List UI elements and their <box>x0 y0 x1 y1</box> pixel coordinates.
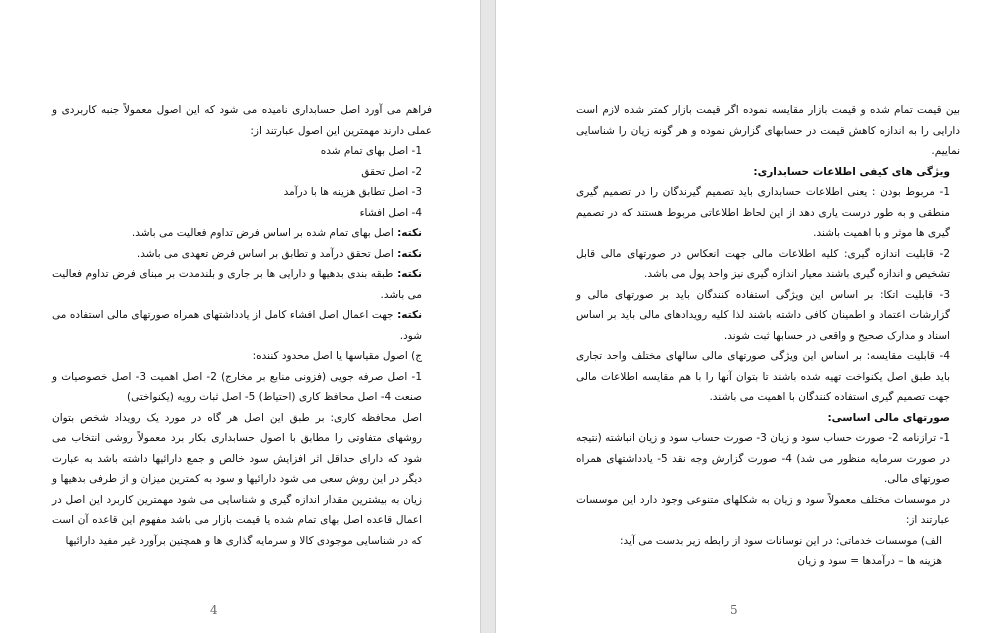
paragraph: 3- قابلیت اتکا: بر اساس این ویژگی استفاده کنندگان باید بر صورتهای مالی و گزارشات اعتماد و اطمینان کافی داشته باشند لذا کلیه رویدادهای مالی باید بر اساس اسناد و مدارک صحیح و واقعی در حسابها ثبت شوند. <box>576 288 950 342</box>
note-text: اصل تحقق درآمد و تطابق بر اساس فرض تعهدی می باشد. <box>136 247 394 260</box>
list-item: 4- اصل افشاء <box>359 206 422 219</box>
page-body <box>576 100 960 572</box>
note-label: نکته: <box>397 227 422 239</box>
document-page-right <box>496 0 992 633</box>
note-label: نکته: <box>397 247 422 260</box>
page-number: 5 <box>730 603 738 617</box>
paragraph: 2- قابلیت اندازه گیری: کلیه اطلاعات مالی جهت انعکاس در صورتهای مالی قابل تشخیص و اندازه گیری باشند معیار اندازه گیری نیز واحد پول می باشد. <box>576 247 950 280</box>
note-text: طبقه بندی بدهیها و دارایی ها بر جاری و بلندمدت بر مبنای فرض تداوم فعالیت می باشد. <box>52 268 422 301</box>
document-page-left <box>0 0 480 633</box>
paragraph: اصل محافظه کاری: بر طبق این اصل هر گاه در مورد یک رویداد شخص بتوان روشهای متفاوتی را مطابق با اصول حسابداری بکار برد معمولاً روشی انتخاب می شود که دارای حداقل اثر افزایش سود خالص و جمع دارائیها داشته باشد به عبارت دیگر در این روش سعی می شود دارائیها و سود به کمترین میزان و از طرفی بدهیها و زیان به بیشترین مقدار اندازه گیری و شناسایی می شود مهمترین کاربرد این اصل در اعمال قاعده اصل بهای تمام شده یا قیمت بازار می باشد مفهوم این قاعده آن است که در شناسایی موجودی کالا و سرمایه گذاری ها و همچنین برآورد غیر مفید دارائیها <box>52 411 422 547</box>
section-heading: ویژگی های کیفی اطلاعات حسابداری: <box>753 165 950 178</box>
note-text: جهت اعمال اصل افشاء کامل از یادداشتهای همراه صورتهای مالی استفاده می شود. <box>52 309 422 342</box>
page-body <box>52 100 432 551</box>
page-number: 4 <box>210 603 218 617</box>
note-text: اصل بهای تمام شده بر اساس فرض تداوم فعالیت می باشد. <box>131 227 394 239</box>
list-item: 1- اصل بهای تمام شده <box>320 145 422 157</box>
formula: هزینه ها – درآمدها = سود و زیان <box>797 555 942 567</box>
page-gutter <box>480 0 496 633</box>
note-label: نکته: <box>397 268 422 280</box>
paragraph: الف) موسسات خدماتی: در این نوسانات سود از رابطه زیر بدست می آید: <box>619 534 942 547</box>
paragraph: 1- ترازنامه 2- صورت حساب سود و زیان 3- صورت حساب سود و زیان انباشته (نتیجه در صورت سرمایه منظور می شد) 4- صورت گزارش وجه نقد 5- یادداشتهای همراه صورتهای مالی. <box>576 432 951 485</box>
paragraph: 1- اصل صرفه جویی (فزونی منابع بر مخارج) 2- اصل اهمیت 3- اصل خصوصیات و صنعت 4- اصل محافظ کاری (احتیاط) 5- اصل ثبات رویه (یکنواختی) <box>52 370 423 403</box>
paragraph: فراهم می آورد اصل حسابداری نامیده می شود که این اصول معمولاً جنبه کاربردی و عملی دارند مهمترین این اصول عبارتند از: <box>52 104 432 137</box>
note-label: نکته: <box>397 309 423 321</box>
paragraph: 4- قابلیت مقایسه: بر اساس این ویژگی صورتهای مالی سالهای مختلف واحد تجاری باید طبق اصل یکنواخت تهیه شده باشند تا بتوان آنها را با هم مقایسه اطلاعات مالی جهت تصمیم گیری استفاده کنندگان با اهمیت می باشند. <box>576 350 950 403</box>
section-heading: ج) اصول مقیاسها یا اصل محدود کننده: <box>252 350 422 362</box>
list-item: 2- اصل تحقق <box>361 165 422 178</box>
paragraph: 1- مربوط بودن : یعنی اطلاعات حسابداری باید تصمیم گیرندگان را در تصمیم گیری منطقی و به طور درست یاری دهد از این لحاظ اطلاعاتی مربوط هستند که در تصمیم گیری ها موثر و با اهمیت باشند. <box>576 186 950 239</box>
paragraph: بین قیمت تمام شده و قیمت بازار مقایسه نموده اگر قیمت بازار کمتر شده لازم است دارایی را به اندازه کاهش قیمت در حسابهای گزارش نموده و هر گونه زیان را شناسایی نماییم. <box>576 104 960 157</box>
section-heading: صورتهای مالی اساسی: <box>827 411 950 424</box>
paragraph: در موسسات مختلف معمولاً سود و زیان به شکلهای متنوعی وجود دارد این موسسات عبارتند از: <box>576 493 950 526</box>
list-item: 3- اصل تطابق هزینه ها با درآمد <box>283 186 422 198</box>
